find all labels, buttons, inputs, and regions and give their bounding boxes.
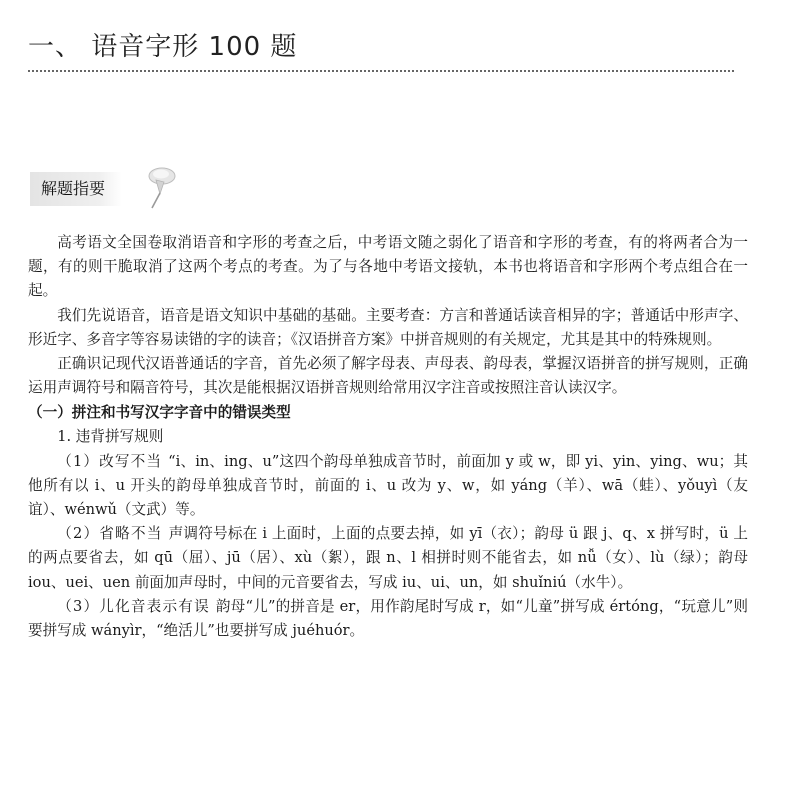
- section-heading: （一）拼注和书写汉字字音中的错误类型: [28, 404, 291, 422]
- rule-item-3-marker: （3）儿化音表示有误: [57, 597, 210, 615]
- paragraph-3: 正确识记现代汉语普通话的字音，首先必须了解字母表、声母表、韵母表，掌握汉语拼音的拼写规则，正确运用声调符号和隔音符号，其次是能根据汉语拼音规则给常用汉字注音或按照注音认读汉字。: [28, 355, 748, 397]
- rule-item-1-text: “i、in、ing、u”这四个韵母单独成音节时，前面加 y 或 w，即 yi、yin、ying、wu；其他所有以 i、u 开头的韵母单独成音节时，前面的 i、u 改为 y、w，如 yáng（羊）、wā（蛙）、yǒuyì（友谊）、wénwǔ（文武）等。: [28, 452, 748, 519]
- rule-item-1: [28, 450, 748, 523]
- rule-item-2-marker: （2）省略不当: [57, 525, 163, 543]
- guide-tab-label: 解题指要: [41, 179, 106, 198]
- subsection-heading: 1. 违背拼写规则: [57, 428, 164, 446]
- guide-tab: [30, 172, 122, 206]
- dotted-divider: [28, 70, 734, 72]
- body-text: [28, 231, 748, 643]
- rule-item-3: [28, 595, 748, 643]
- rule-item-3-text: 韵母“儿”的拼音是 er，用作韵尾时写成 r，如“儿童”拼写成 értóng，“玩意儿”则要拼写成 wányìr，“绝活儿”也要拼写成 juéhuór。: [28, 597, 748, 640]
- rule-item-2-text: 声调符号标在 i 上面时，上面的点要去掉，如 yī（衣）；韵母 ü 跟 j、q、x 拼写时，ü 上的两点要省去，如 qū（屈）、jū（居）、xù（絮），跟 n、l 相拼时则不能省去，如 nǚ（女）、lù（绿）；韵母 iou、uei、uen 前面加声母时，中间的元音要省去，写成 iu、ui、un，如 shuǐniú（水牛）。: [28, 525, 748, 591]
- paragraph-2: 我们先说语音，语音是语文知识中基础的基础。主要考查：方言和普通话读音相异的字；普通话中形声字、形近字、多音字等容易读错的字的读音；《汉语拼音方案》中拼音规则的有关规定，尤其是其中的特殊规则。: [28, 306, 748, 348]
- rule-item-2: [28, 522, 748, 595]
- rule-item-1-marker: （1）改写不当: [57, 452, 163, 470]
- paragraph-1: 高考语文全国卷取消语音和字形的考查之后，中考语文随之弱化了语音和字形的考查，有的将两者合为一题，有的则干脆取消了这两个考点的考查。为了与各地中考语文接轨，本书也将语音和字形两个考点组合在一起。: [28, 234, 748, 300]
- pushpin-icon: [132, 160, 184, 212]
- chapter-title: 一、 语音字形 100 题: [28, 32, 298, 62]
